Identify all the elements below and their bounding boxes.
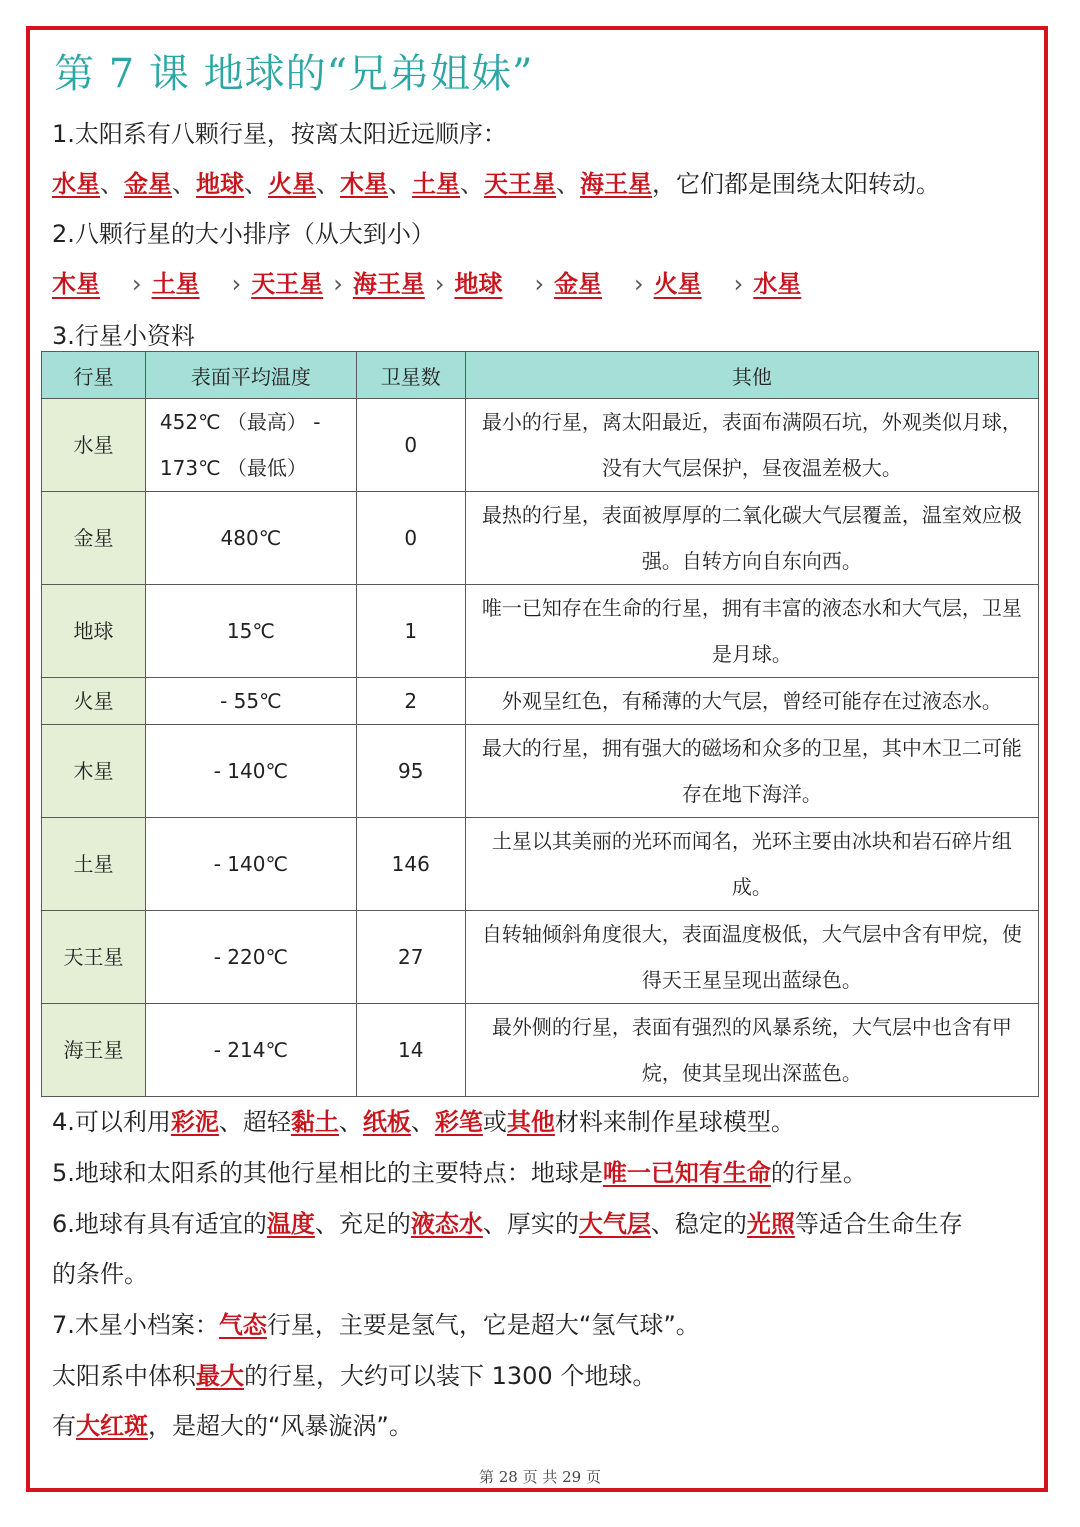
planet-temperature: - 140℃	[145, 725, 356, 818]
size-rank-answer: 水星	[753, 270, 802, 298]
answer: 大红斑	[76, 1412, 148, 1440]
answer: 其他	[506, 1108, 555, 1136]
text: 、	[338, 1108, 363, 1136]
header-moons: 卫星数	[356, 352, 465, 399]
planet-notes: 最小的行星，离太阳最近，表面布满陨石坑，外观类似月球，没有大气层保护，昼夜温差极大。	[465, 399, 1038, 492]
text: 的行星，大约可以装下 1300 个地球。	[244, 1362, 657, 1390]
text: 或	[482, 1108, 507, 1136]
table-row	[42, 725, 1039, 818]
text: 、	[410, 1108, 435, 1136]
planet-notes: 土星以其美丽的光环而闻名，光环主要由冰块和岩石碎片组成。	[465, 818, 1038, 911]
planet-name: 地球	[42, 585, 146, 678]
planet-notes: 最热的行星，表面被厚厚的二氧化碳大气层覆盖，温室效应极强。自转方向自东向西。	[465, 492, 1038, 585]
planet-moons: 146	[356, 818, 465, 911]
planet-moons: 14	[356, 1004, 465, 1097]
text: 材料来制作星球模型。	[554, 1108, 795, 1136]
text: 、充足的	[314, 1210, 411, 1238]
size-rank-answer: 天王星	[251, 270, 324, 298]
planet-notes: 最外侧的行星，表面有强烈的风暴系统，大气层中也含有甲烷，使其呈现出深蓝色。	[465, 1004, 1038, 1097]
size-rank-answer: 地球	[454, 270, 503, 298]
answer: 液态水	[410, 1210, 483, 1238]
answer: 最大	[196, 1362, 244, 1390]
planet-answer: 地球	[196, 170, 244, 198]
planet-notes: 最大的行星，拥有强大的磁场和众多的卫星，其中木卫二可能存在地下海洋。	[465, 725, 1038, 818]
section-3-intro: 3.行星小资料	[52, 322, 195, 350]
answer: 光照	[746, 1210, 795, 1238]
planet-answer: 天王星	[484, 170, 556, 198]
answer: 气态	[218, 1311, 267, 1339]
text: 4.可以利用	[52, 1108, 171, 1136]
section-1-planets: 水星、金星、地球、火星、木星、土星、天王星、海王星，它们都是围绕太阳转动。	[52, 170, 940, 198]
table-row	[42, 818, 1039, 911]
planet-moons: 0	[356, 492, 465, 585]
text: 行星，主要是氢气，它是超大“氢气球”。	[266, 1311, 700, 1339]
header-other: 其他	[465, 352, 1038, 399]
text: ，是超大的“风暴漩涡”。	[148, 1412, 413, 1440]
answer: 大气层	[578, 1210, 651, 1238]
planet-notes: 自转轴倾斜角度很大，表面温度极低，大气层中含有甲烷，使得天王星呈现出蓝绿色。	[465, 911, 1038, 1004]
text: 6.地球有具有适宜的	[52, 1210, 267, 1238]
planet-answer: 海王星	[580, 170, 652, 198]
planet-answer: 木星	[340, 170, 388, 198]
planet-answer: 火星	[268, 170, 316, 198]
header-planet: 行星	[42, 352, 146, 399]
section-7	[52, 1305, 700, 1340]
planet-temperature: - 55℃	[145, 678, 356, 725]
planet-notes: 外观呈红色，有稀薄的大气层，曾经可能存在过液态水。	[465, 678, 1038, 725]
planet-temperature: 15℃	[145, 585, 356, 678]
answer: 彩泥	[170, 1108, 219, 1136]
planet-temperature: - 220℃	[145, 911, 356, 1004]
answer: 纸板	[362, 1108, 411, 1136]
size-rank-answer: 海王星	[352, 270, 425, 298]
table-row	[42, 911, 1039, 1004]
section-1-intro: 1.太阳系有八颗行星，按离太阳近远顺序：	[52, 120, 507, 148]
text: 7.木星小档案：	[52, 1311, 219, 1339]
planet-moons: 1	[356, 585, 465, 678]
section-5	[52, 1153, 867, 1188]
table-header-row	[42, 352, 1039, 399]
planet-temperature: - 140℃	[145, 818, 356, 911]
size-rank-answer: 金星	[554, 270, 603, 298]
answer: 温度	[266, 1210, 315, 1238]
text: 太阳系中体积	[52, 1362, 196, 1390]
section-7c	[52, 1406, 413, 1441]
planet-name: 土星	[42, 818, 146, 911]
planet-moons: 2	[356, 678, 465, 725]
text: 等适合生命生存	[794, 1210, 963, 1238]
planet-moons: 95	[356, 725, 465, 818]
header-temperature: 表面平均温度	[145, 352, 356, 399]
planet-moons: 27	[356, 911, 465, 1004]
size-rank-answer: 火星	[653, 270, 702, 298]
planet-temperature: 452℃ （最高） - 173℃ （最低）	[145, 399, 356, 492]
text: 、厚实的	[482, 1210, 579, 1238]
table-row	[42, 399, 1039, 492]
text: 5.地球和太阳系的其他行星相比的主要特点：地球是	[52, 1159, 603, 1187]
section-2-intro: 2.八颗行星的大小排序（从大到小）	[52, 220, 435, 248]
planet-moons: 0	[356, 399, 465, 492]
planet-name: 天王星	[42, 911, 146, 1004]
size-rank-answer: 木星	[52, 270, 100, 298]
section-6-cont: 的条件。	[52, 1260, 148, 1288]
text: 有	[52, 1412, 76, 1440]
table-row	[42, 492, 1039, 585]
page-number: 第 28 页 共 29 页	[478, 1468, 601, 1486]
planet-name: 火星	[42, 678, 146, 725]
size-order: 木星 › 土星 › 天王星 › 海王星 › 地球 › 金星 › 火星 › 水星	[52, 264, 823, 299]
section-1-tail: ，它们都是围绕太阳转动。	[652, 170, 940, 198]
section-7b	[52, 1356, 656, 1391]
section-6	[52, 1204, 963, 1239]
planet-name: 金星	[42, 492, 146, 585]
size-rank-answer: 土星	[151, 270, 200, 298]
planet-answer: 水星	[52, 170, 100, 198]
answer: 唯一已知有生命	[602, 1159, 771, 1187]
planet-temperature: 480℃	[145, 492, 356, 585]
planet-notes: 唯一已知存在生命的行星，拥有丰富的液态水和大气层，卫星是月球。	[465, 585, 1038, 678]
table-row	[42, 585, 1039, 678]
text: 、超轻	[218, 1108, 291, 1136]
text: 的行星。	[770, 1159, 867, 1187]
table-row	[42, 678, 1039, 725]
planet-name: 水星	[42, 399, 146, 492]
planet-temperature: - 214℃	[145, 1004, 356, 1097]
planet-answer: 土星	[412, 170, 460, 198]
section-4	[52, 1102, 795, 1137]
answer: 彩笔	[434, 1108, 483, 1136]
planet-answer: 金星	[124, 170, 172, 198]
answer: 黏土	[290, 1108, 339, 1136]
table-row	[42, 1004, 1039, 1097]
planet-name: 海王星	[42, 1004, 146, 1097]
planet-name: 木星	[42, 725, 146, 818]
planet-data-table	[41, 351, 1039, 1097]
page-title: 第 7 课 地球的“兄弟姐妹”	[54, 51, 534, 97]
text: 、稳定的	[650, 1210, 747, 1238]
